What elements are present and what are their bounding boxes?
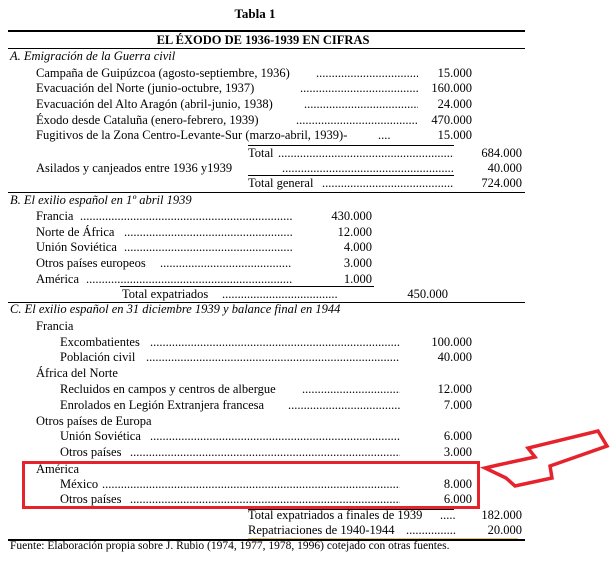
group-francia: Francia: [36, 319, 74, 333]
group-africa: África del Norte: [36, 366, 118, 380]
highlight-box: [22, 461, 480, 509]
section-a-heading: A. Emigración de la Guerra civil: [10, 49, 176, 63]
table-title: EL ÉXODO DE 1936-1939 EN CIFRAS: [156, 33, 370, 47]
table-label: Tabla 1: [234, 6, 276, 21]
section-b-heading: B. El exilio español en 1º abril 1939: [10, 193, 192, 207]
highlight-arrow-icon: [480, 428, 610, 494]
group-america: América: [36, 462, 80, 476]
rule-top: [8, 30, 525, 32]
source-note: Fuente: Elaboración propia sobre J. Rubio (1974, 1977, 1978, 1996) cotejado con otras fuentes.: [10, 540, 450, 552]
section-c-heading: C. El exilio español en 31 diciembre 1939 y balance final en 1944: [10, 302, 341, 316]
group-otros-europa: Otros países de Europa: [36, 414, 152, 428]
